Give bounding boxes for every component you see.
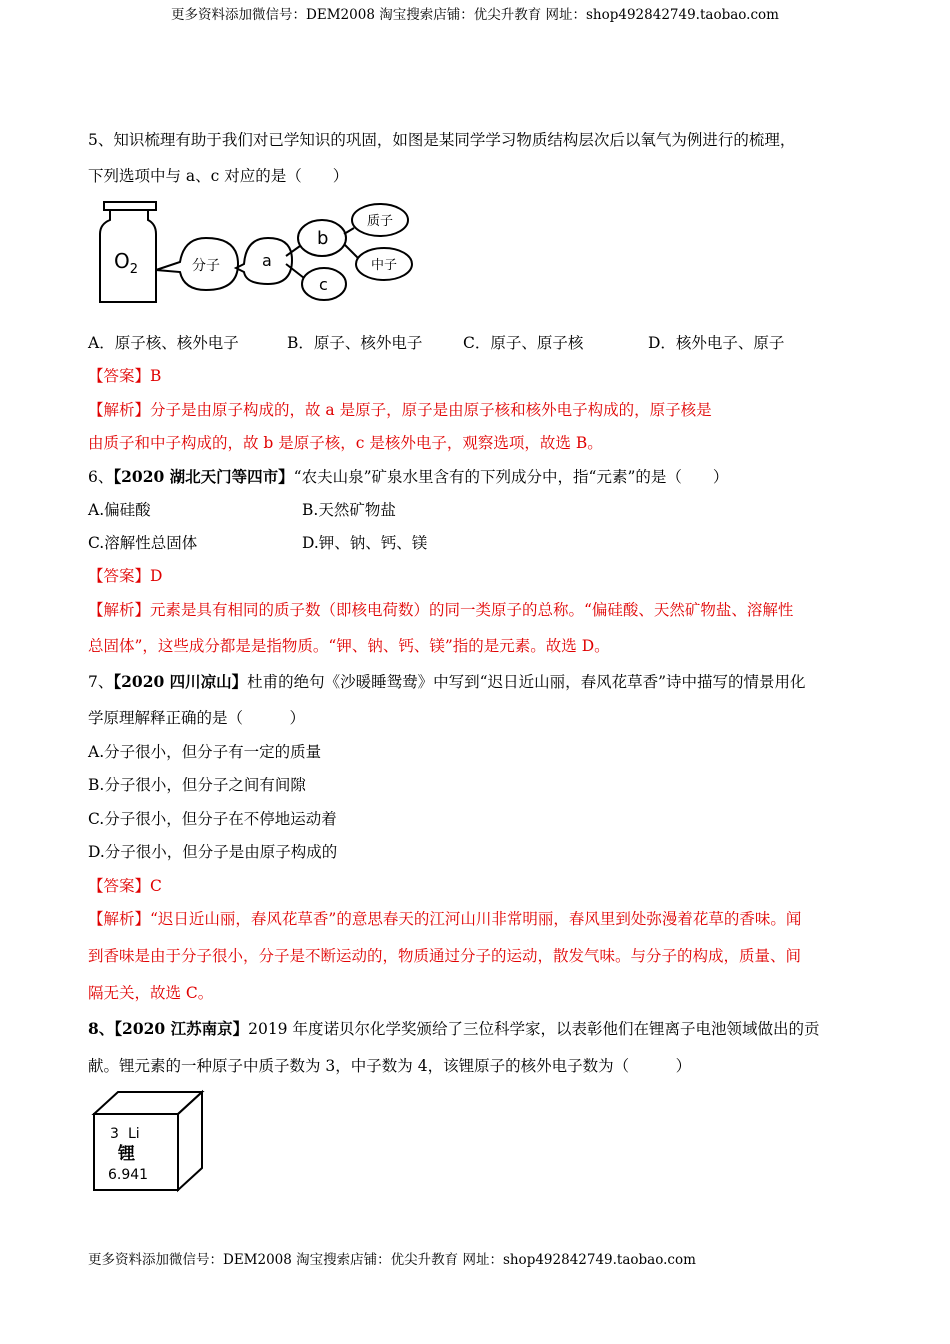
q5-analysis-line1: 【解析】分子是由原子构成的，故 a 是原子，原子是由原子核和核外电子构成的，原子核是 (88, 401, 712, 419)
q7-number: 7、 (88, 673, 114, 691)
q5-structure-diagram (96, 198, 416, 308)
q7-answer: 【答案】C (88, 877, 162, 895)
q5-stem-line1: 5、知识梳理有助于我们对已学知识的巩固，如图是某同学学习物质结构层次后以氧气为例进行的梳理， (88, 131, 796, 149)
q6-answer: 【答案】D (88, 567, 163, 585)
q6-analysis-line2: 总固体”，这些成分都是是指物质。“钾、钠、钙、镁”指的是元素。故选 D。 (88, 637, 610, 655)
molecule-label: 分子 (192, 258, 220, 274)
q8-number: 8、 (88, 1019, 115, 1038)
q5-analysis-line2: 由质子和中子构成的，故 b 是原子核，c 是核外电子，观察选项，故选 B。 (88, 434, 603, 452)
q6-analysis-line1: 【解析】元素是具有相同的质子数（即核电荷数）的同一类原子的总称。“偏硅酸、天然矿物盐、溶解性 (88, 601, 794, 619)
b-label: b (317, 228, 329, 249)
c-label: c (319, 275, 328, 294)
q8-stem-line1 (88, 1017, 819, 1039)
q7-analysis-line1: 【解析】“迟日近山丽，春风花草香”的意思春天的江河山川非常明丽，春风里到处弥漫着花草的香味。闻 (88, 910, 802, 928)
neutron-label: 中子 (371, 258, 398, 273)
q6-option-d: D.钾、钠、钙、镁 (302, 534, 428, 552)
q6-number: 6、 (88, 468, 114, 486)
q6-option-a: A.偏硅酸 (88, 501, 151, 519)
lithium-element-cube (88, 1088, 218, 1194)
q6-option-b: B.天然矿物盐 (302, 501, 396, 519)
q7-stem-line2: 学原理解释正确的是（ ） (88, 709, 306, 727)
q7-option-c: C.分子很小，但分子在不停地运动着 (88, 810, 337, 828)
q7-option-b: B.分子很小，但分子之间有间隙 (88, 776, 306, 794)
q5-option-b: B．原子、核外电子 (287, 334, 423, 352)
element-name: 锂 (118, 1144, 135, 1164)
q5-option-c: C．原子、原子核 (463, 334, 584, 352)
element-number: 3 (110, 1126, 119, 1142)
q5-option-d: D．核外电子、原子 (648, 334, 785, 352)
proton-label: 质子 (367, 214, 394, 229)
q5-option-a: A．原子核、核外电子 (88, 334, 239, 352)
q7-option-d: D.分子很小，但分子是由原子构成的 (88, 843, 338, 861)
element-symbol: Li (128, 1126, 140, 1142)
page-footer: 更多资料添加微信号：DEM2008 淘宝搜索店铺：优尖升教育 网址：shop492842749.taobao.com (88, 1252, 696, 1268)
q6-stem-text: “农夫山泉”矿泉水里含有的下列成分中，指“元素”的是（ ） (293, 468, 729, 486)
q7-option-a: A.分子很小，但分子有一定的质量 (88, 743, 322, 761)
q6-option-c: C.溶解性总固体 (88, 534, 198, 552)
q5-answer: 【答案】B (88, 367, 162, 385)
q8-stem-text: 2019 年度诺贝尔化学奖颁给了三位科学家，以表彰他们在锂离子电池领域做出的贡 (248, 1020, 820, 1038)
q7-stem-line1 (88, 670, 806, 692)
page-header: 更多资料添加微信号：DEM2008 淘宝搜索店铺：优尖升教育 网址：shop492842749.taobao.com (171, 7, 779, 23)
q7-analysis-line3: 隔无关，故选 C。 (88, 984, 214, 1002)
q8-source: 【2020 江苏南京】 (114, 1019, 249, 1038)
q6-stem (88, 465, 728, 487)
a-label: a (262, 251, 272, 270)
q5-stem-line2: 下列选项中与 a、c 对应的是（ ） (88, 167, 349, 185)
q7-source: 【2020 四川凉山】 (113, 672, 248, 691)
bottle-stopper (104, 202, 156, 210)
bottle-label: $O_2$ (114, 249, 139, 277)
element-mass: 6.941 (108, 1167, 149, 1183)
q8-stem-line2: 献。锂元素的一种原子中质子数为 3，中子数为 4，该锂原子的核外电子数为（ ） (88, 1057, 692, 1075)
q7-analysis-line2: 到香味是由于分子很小，分子是不断运动的，物质通过分子的运动，散发气味。与分子的构成，质量、间 (88, 947, 802, 965)
q6-source: 【2020 湖北天门等四市】 (113, 467, 294, 486)
q7-stem-text: 杜甫的绝句《沙暖睡鸳鸯》中写到“迟日近山丽，春风花草香”诗中描写的情景用化 (247, 673, 806, 691)
